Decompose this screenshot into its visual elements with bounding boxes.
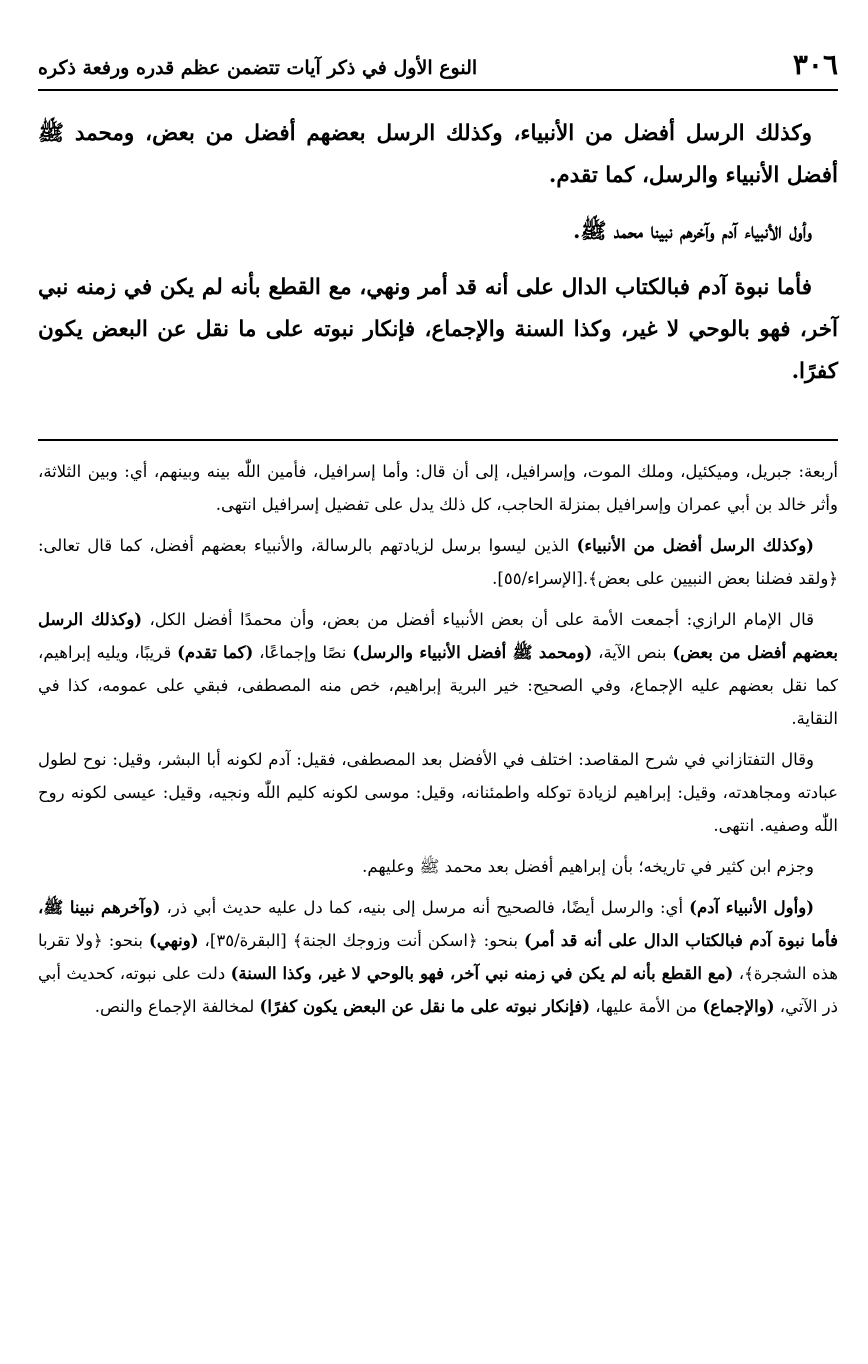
main-paragraph-1: وكذلك الرسل أفضل من الأنبياء، وكذلك الرسل بعضهم أفضل من بعض، ومحمد ﷺ أفضل الأنبياء والرسل، كما تقدم. — [38, 121, 838, 188]
quoted-matn: (فإنكار نبوته على ما نقل عن البعض يكون كفرًا) — [259, 997, 591, 1016]
commentary-text: أي: والرسل أيضًا، فالصحيح أنه مرسل إلى بنيه، كما دل عليه حديث أبي ذر، — [160, 898, 690, 917]
commentary-text: قال الإمام الرازي: أجمعت الأمة على أن بعض الأنبياء أفضل من بعض، وأن محمدًا أفضل الكل، — [142, 610, 814, 629]
commentary-paragraph-2 — [38, 529, 838, 595]
commentary-paragraph-3 — [38, 603, 838, 735]
footnote-divider — [38, 439, 838, 441]
main-text — [38, 113, 838, 393]
commentary-paragraph-6 — [38, 891, 838, 1023]
commentary-text: لمخالفة الإجماع والنص. — [94, 997, 260, 1016]
page-header — [38, 48, 838, 91]
commentary-text: دلت على نبوته، كحديث أبي ذر الآتي، — [38, 964, 838, 1016]
quoted-matn: (وكذلك الرسل بعضهم أفضل من بعض) — [38, 610, 838, 662]
page-number: ٣٠٦ — [792, 48, 838, 81]
main-paragraph-2: وأول الأنبياء آدم وآخرهم نبينا محمد ﷺ. — [572, 219, 812, 244]
commentary-text: بنحو: ﴿اسكن أنت وزوجك الجنة﴾ [البقرة/٣٥]، — [198, 931, 524, 950]
quoted-matn: (كما تقدم) — [177, 643, 254, 662]
commentary-text: نصًا وإجماعًا، — [253, 643, 353, 662]
commentary-paragraph-5: وجزم ابن كثير في تاريخه؛ بأن إبراهيم أفضل بعد محمد ﷺ وعليهم. — [362, 857, 814, 876]
commentary-paragraph-1: أربعة: جبريل، وميكئيل، وملك الموت، وإسرافيل، إلى أن قال: وأما إسرافيل، فأمين اللّٰه بينه وبينهم، أي: وبين الثلاثة، وأثر خالد بن أبي عمران وإسرافيل بمنزلة الحاجب، كل ذلك يدل على تفضيل إسرافيل انتهى. — [38, 462, 838, 514]
commentary-text: بنص الآية، — [592, 643, 673, 662]
quoted-matn: (ونهي) — [149, 931, 199, 950]
quoted-matn: (وأول الأنبياء آدم) — [689, 898, 814, 917]
quoted-matn: (وكذلك الرسل أفضل من الأنبياء) — [576, 536, 814, 555]
commentary-text: بنحو: ﴿ولا تقربا هذه الشجرة﴾، — [38, 931, 838, 983]
commentary-text: قريبًا، ويليه إبراهيم، كما نقل بعضهم عليه الإجماع، وفي الصحيح: خير البرية إبراهيم، خص منه المصطفى، فبقي على عمومه، كذا في النقاية. — [38, 643, 838, 728]
commentary-text: من الأمة عليها، — [590, 997, 703, 1016]
commentary — [38, 455, 838, 1023]
quoted-matn: (والإجماع) — [702, 997, 775, 1016]
quoted-matn: (ومحمد ﷺ أفضل الأنبياء والرسل) — [352, 643, 593, 662]
main-paragraph-3: فأما نبوة آدم فبالكتاب الدال على أنه قد أمر ونهي، مع القطع بأنه لم يكن في زمنه نبي آخر، فهو بالوحي لا غير، وكذا السنة والإجماع، فإنكار نبوته على ما نقل عن البعض يكون كفرًا. — [38, 275, 838, 384]
quoted-matn: (مع القطع بأنه لم يكن في زمنه نبي آخر، فهو بالوحي لا غير، وكذا السنة) — [230, 964, 734, 983]
quoted-matn: (وآخرهم نبينا ﷺ، فأما نبوة آدم فبالكتاب الدال على أنه قد أمر) — [38, 898, 838, 950]
commentary-paragraph-4: وقال التفتازاني في شرح المقاصد: اختلف في الأفضل بعد المصطفى، فقيل: آدم لكونه أبا البشر، وقيل: نوح لطول عبادته ومجاهدته، وقيل: إبراهيم لزيادة توكله واطمئنانه، وقيل: موسى لكونه كليم اللّٰه ونجيه، وقيل: عيسى لكونه روح اللّٰه وصفيه. انتهى. — [38, 750, 838, 835]
book-page — [38, 48, 838, 1031]
running-title: النوع الأول في ذكر آيات تتضمن عظم قدره ورفعة ذكره — [38, 57, 478, 79]
commentary-text: الذين ليسوا برسل لزيادتهم بالرسالة، والأنبياء بعضهم أفضل، كما قال تعالى: ﴿ولقد فضلنا بعض النبيين على بعض﴾.[الإسراء/٥٥]. — [38, 536, 838, 588]
